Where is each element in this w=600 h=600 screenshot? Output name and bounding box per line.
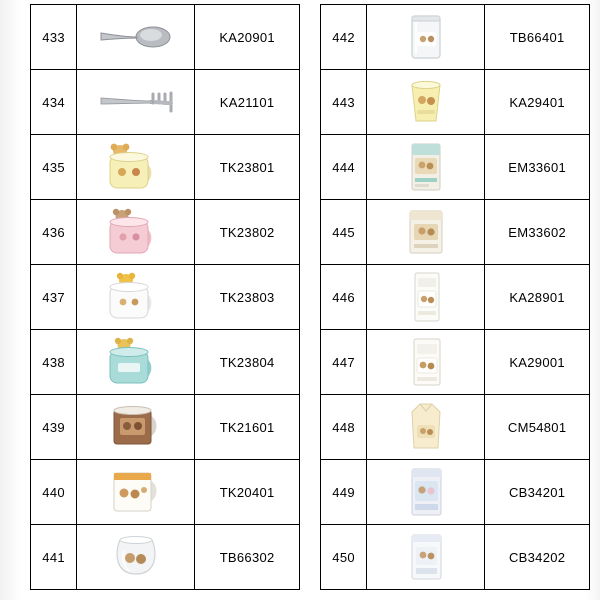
row-image-cell [367,330,485,395]
table-row [31,330,300,395]
spoon-icon [77,6,194,68]
row-code: KA29401 [485,70,590,135]
row-number: 438 [31,330,77,395]
row-code: KA29001 [485,330,590,395]
table-row [321,135,590,200]
row-code: CB34202 [485,525,590,590]
white-mug-icon [77,266,194,328]
packaged-box-white-icon [367,526,484,588]
row-number: 440 [31,460,77,525]
row-number: 450 [321,525,367,590]
row-image-cell [367,200,485,265]
yellow-cup-icon [367,71,484,133]
column-gap [300,0,310,600]
left-column [30,4,300,600]
white-tall-mug-icon [77,461,194,523]
packaged-blanket-blue-icon [367,461,484,523]
row-code: CB34201 [485,460,590,525]
row-code: CM54801 [485,395,590,460]
table-row [321,395,590,460]
boxed-bottle-icon [367,266,484,328]
row-code: KA20901 [195,5,300,70]
row-image-cell [367,135,485,200]
row-image-cell [367,395,485,460]
row-number: 436 [31,200,77,265]
table-row [31,200,300,265]
row-code: TK20401 [195,460,300,525]
row-number: 448 [321,395,367,460]
table-row [31,70,300,135]
row-image-cell [77,525,195,590]
row-number: 447 [321,330,367,395]
row-code: TK23804 [195,330,300,395]
table-row [31,460,300,525]
row-image-cell [367,5,485,70]
row-code: TB66401 [485,5,590,70]
packaged-towel-beige-icon [367,201,484,263]
pink-mug-icon [77,201,194,263]
table-row [31,525,300,590]
row-number: 437 [31,265,77,330]
row-number: 433 [31,5,77,70]
table-row [31,395,300,460]
table-row [31,265,300,330]
row-image-cell [77,395,195,460]
row-code: EM33602 [485,200,590,265]
row-number: 446 [321,265,367,330]
row-code: EM33601 [485,135,590,200]
fork-icon [77,71,194,133]
table-row [321,265,590,330]
row-image-cell [77,70,195,135]
table-row [321,70,590,135]
row-number: 441 [31,525,77,590]
table-row [321,5,590,70]
right-catalog-table [320,4,590,590]
clear-tumbler-icon [367,6,484,68]
row-code: TK21601 [195,395,300,460]
row-number: 442 [321,5,367,70]
row-code: TK23801 [195,135,300,200]
apron-icon [367,396,484,458]
row-image-cell [77,135,195,200]
right-column [320,4,590,600]
yellow-mug-icon [77,136,194,198]
boxed-tumbler-icon [367,331,484,393]
page-left-edge-shadow [0,0,22,600]
table-row [31,5,300,70]
teal-mug-icon [77,331,194,393]
row-image-cell [77,5,195,70]
clear-glass-icon [77,526,194,588]
row-image-cell [367,265,485,330]
table-row [321,460,590,525]
row-image-cell [77,265,195,330]
packaged-towel-teal-icon [367,136,484,198]
row-image-cell [367,460,485,525]
row-number: 443 [321,70,367,135]
row-image-cell [77,460,195,525]
row-number: 444 [321,135,367,200]
table-row [321,525,590,590]
left-catalog-table [30,4,300,590]
table-row [321,200,590,265]
row-code: KA21101 [195,70,300,135]
row-number: 449 [321,460,367,525]
row-image-cell [77,330,195,395]
row-number: 439 [31,395,77,460]
row-image-cell [367,70,485,135]
row-number: 445 [321,200,367,265]
table-row [31,135,300,200]
row-code: TK23803 [195,265,300,330]
row-image-cell [367,525,485,590]
brown-mug-icon [77,396,194,458]
row-number: 435 [31,135,77,200]
row-code: TB66302 [195,525,300,590]
table-row [321,330,590,395]
row-code: TK23802 [195,200,300,265]
row-code: KA28901 [485,265,590,330]
row-number: 434 [31,70,77,135]
row-image-cell [77,200,195,265]
